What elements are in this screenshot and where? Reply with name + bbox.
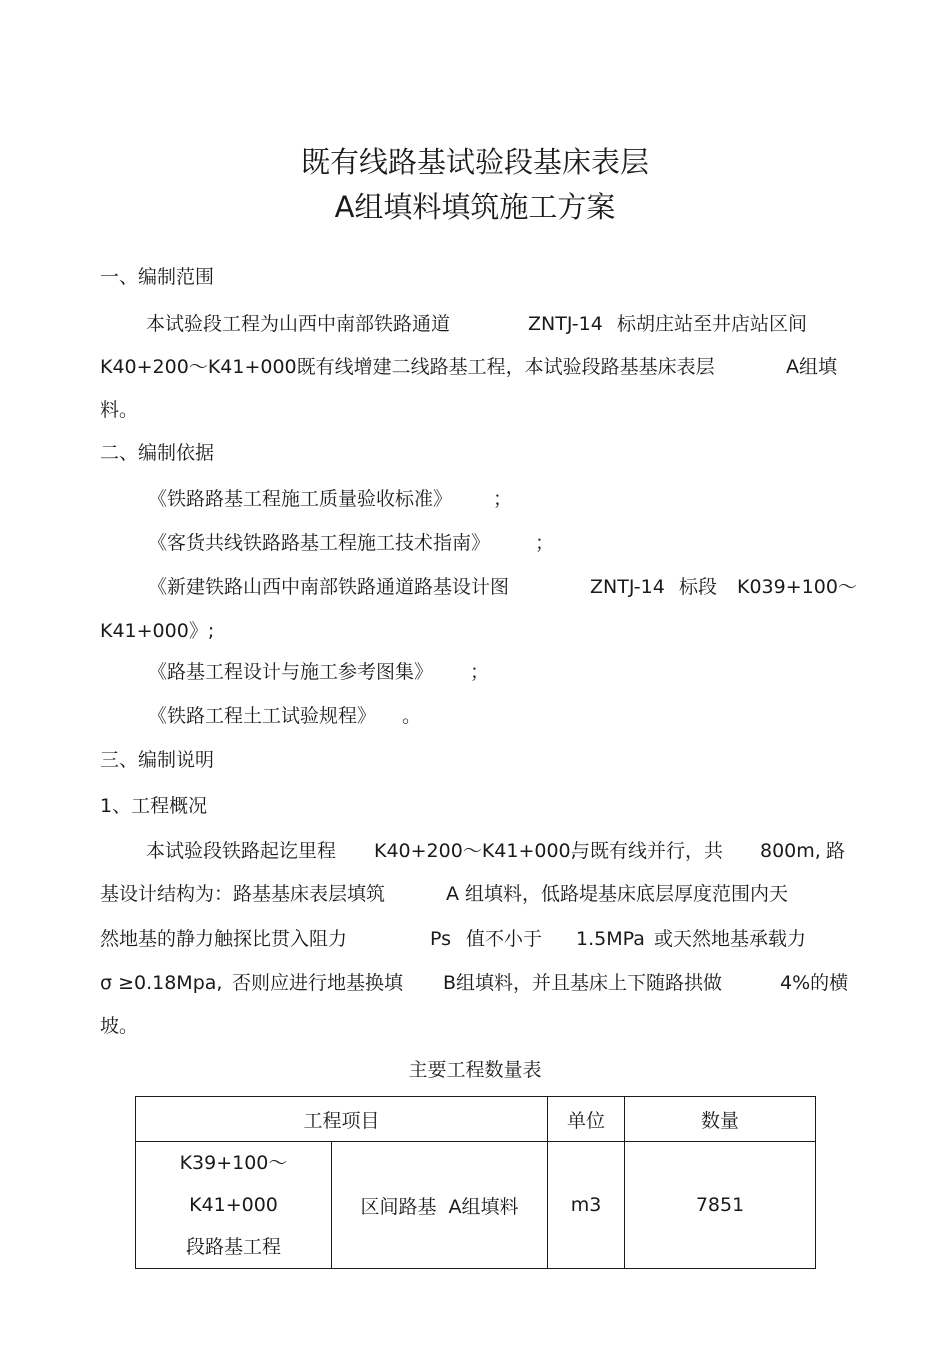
overview-text: 否则应进行地基换填	[232, 972, 404, 994]
overview-text: 坡。	[100, 1015, 139, 1037]
reference-3-continuation: K41+000》;	[100, 620, 215, 642]
section-1-line-3: 料。	[100, 399, 139, 421]
table-header-row	[136, 1097, 816, 1142]
overview-ps: Ps	[430, 928, 452, 950]
header-project: 工程项目	[136, 1097, 548, 1142]
subsection-1-heading: 1、工程概况	[100, 795, 208, 817]
section-1-text: 本试验段工程为山西中南部铁路通道	[146, 313, 451, 335]
section-1-line-2-tail: A组填	[786, 356, 837, 378]
reference-5: 《铁路工程土工试验规程》	[148, 705, 377, 727]
title-line-1: 既有线路基试验段基床表层	[300, 145, 649, 179]
overview-bearing: σ ≥0.18Mpa,	[100, 972, 223, 994]
section-1-code: ZNTJ-14	[528, 313, 603, 335]
section-2-heading: 二、编制依据	[100, 442, 215, 464]
table-caption: 主要工程数量表	[408, 1059, 542, 1081]
cell-item: 区间路基 A组填料	[332, 1142, 548, 1269]
overview-length: 800m,	[760, 840, 821, 862]
reference-1: 《铁路路基工程施工质量验收标准》	[148, 488, 453, 510]
overview-text: 本试验段铁路起讫里程	[146, 840, 337, 862]
reference-4-end: ；	[470, 661, 490, 683]
overview-text: B组填料，并且基床上下随路拱做	[443, 972, 723, 994]
quantity-table	[135, 1096, 816, 1269]
overview-text: 基设计结构为：路基基床表层填筑	[100, 883, 386, 905]
cell-unit: m3	[548, 1142, 625, 1269]
overview-text: 然地基的静力触探比贯入阻力	[100, 928, 348, 950]
reference-2: 《客货共线铁路路基工程施工技术指南》	[148, 532, 491, 554]
header-quantity: 数量	[625, 1097, 816, 1142]
overview-mileage: K40+200～K41+000,	[374, 840, 577, 862]
overview-text: 路	[826, 840, 846, 862]
reference-4: 《路基工程设计与施工参考图集》	[148, 661, 434, 683]
reference-3-segment: 标段	[679, 576, 718, 598]
cell-section-line-2: 段路基工程	[185, 1236, 281, 1258]
cell-section	[136, 1142, 332, 1269]
reference-2-end: ；	[535, 532, 555, 554]
reference-1-end: ；	[493, 488, 513, 510]
reference-3: 《新建铁路山西中南部铁路通道路基设计图	[148, 576, 510, 598]
overview-text: A 组填料，低路堤基床底层厚度范围内天	[446, 883, 789, 905]
overview-text: 值不小于	[466, 928, 543, 950]
overview-pressure: 1.5MPa	[576, 928, 645, 950]
section-3-heading: 三、编制说明	[100, 749, 215, 771]
overview-text: 与既有线并行，共	[571, 840, 724, 862]
section-1-text-tail: 标胡庄站至井店站区间	[617, 313, 808, 335]
reference-3-code: ZNTJ-14	[590, 576, 665, 598]
overview-text: 或天然地基承载力	[654, 928, 807, 950]
section-1-line-2: K40+200～K41+000既有线增建二线路基工程，本试验段路基基床表层	[100, 356, 715, 378]
section-1-heading: 一、编制范围	[100, 266, 215, 288]
title-line-2: A组填料填筑施工方案	[334, 190, 616, 224]
header-unit: 单位	[548, 1097, 625, 1142]
overview-slope: 4%的横	[780, 972, 849, 994]
reference-5-end: 。	[402, 705, 422, 727]
cell-quantity: 7851	[625, 1142, 816, 1269]
cell-section-line-1: K39+100～K41+000	[179, 1152, 288, 1216]
table-row	[136, 1142, 816, 1269]
reference-3-mileage: K039+100～	[737, 576, 857, 598]
